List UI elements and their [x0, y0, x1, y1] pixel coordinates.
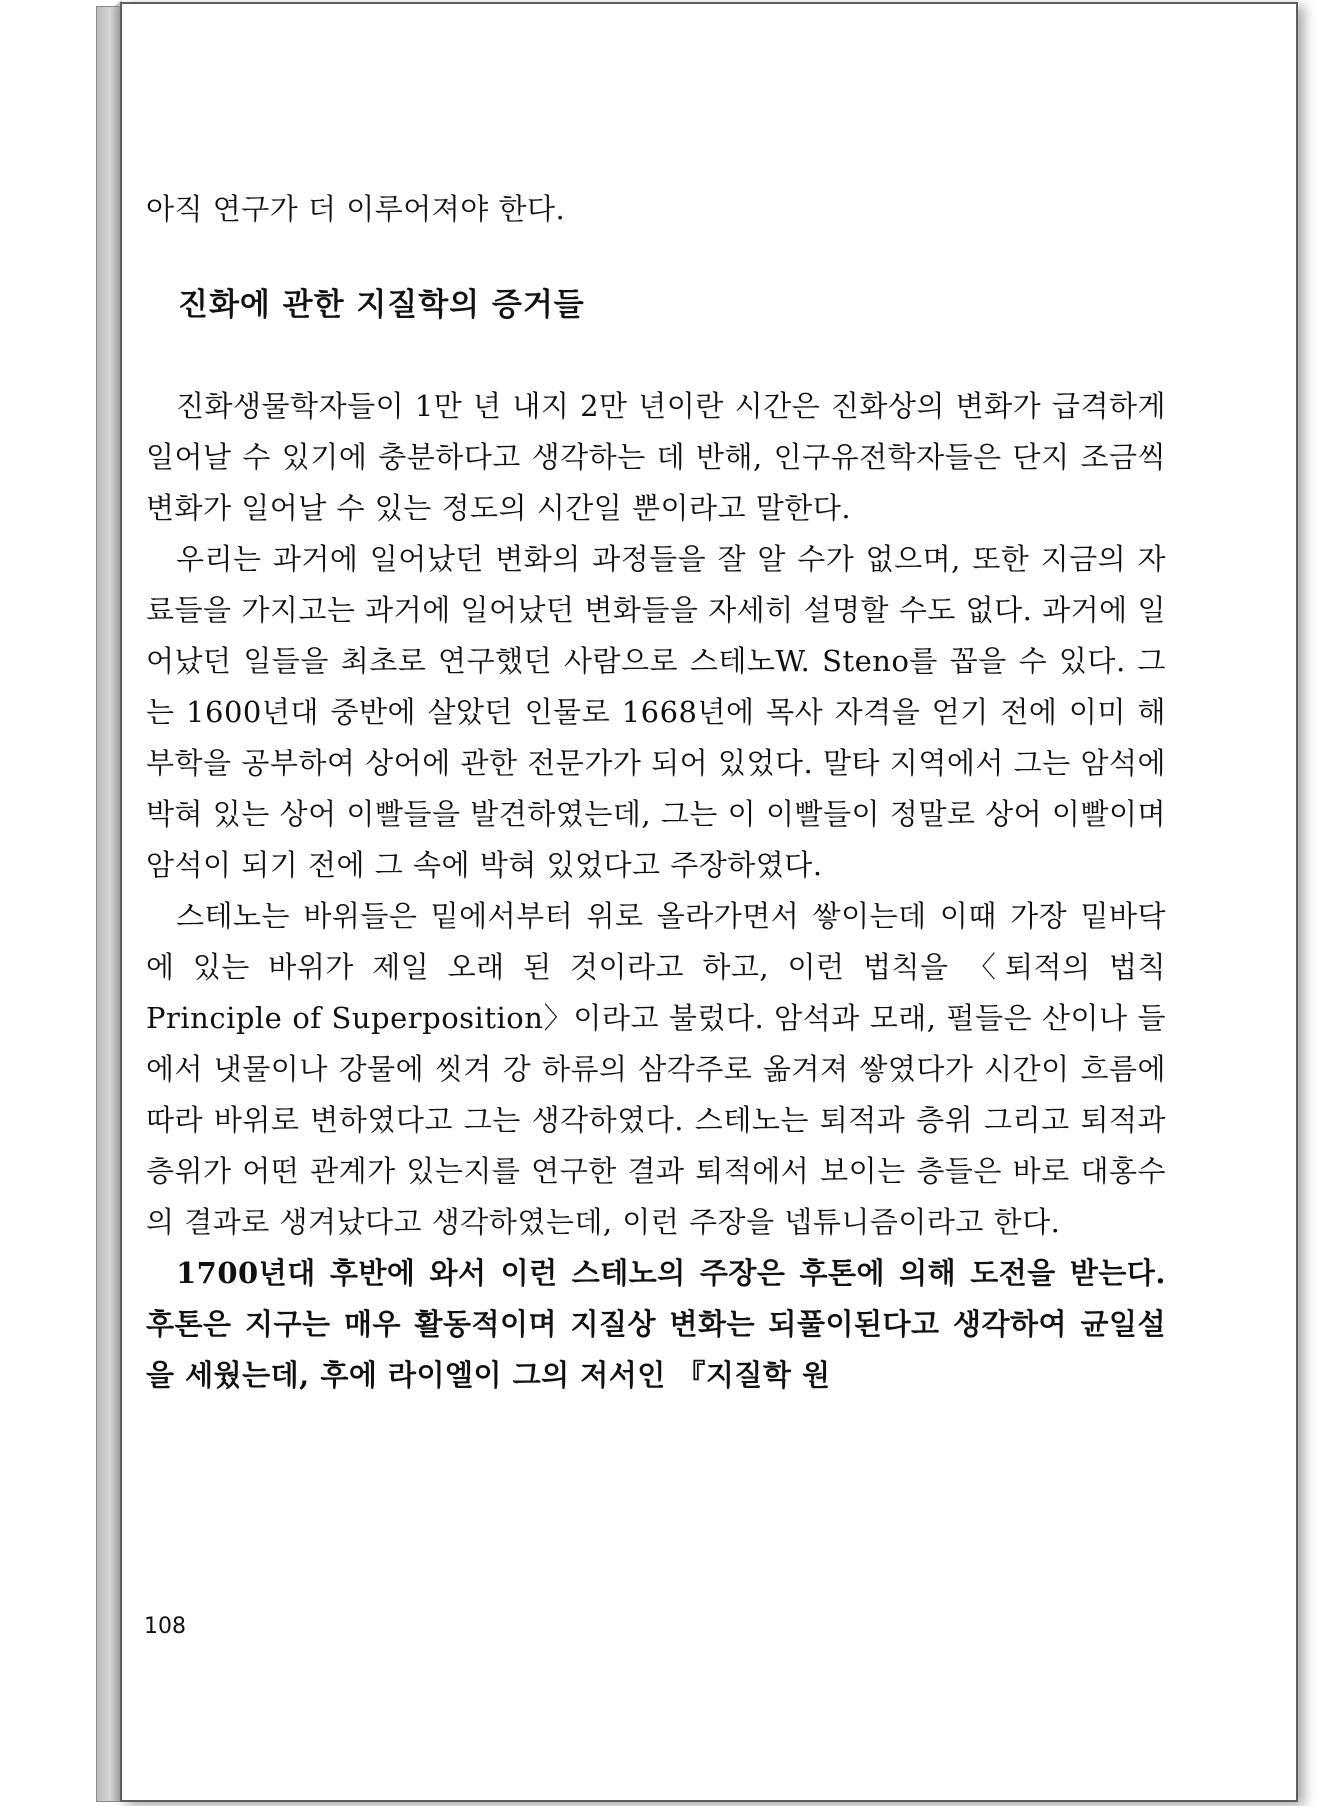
opening-line: 아직 연구가 더 이루어져야 한다.: [146, 192, 566, 226]
paragraph-4: 1700년대 후반에 와서 이런 스테노의 주장은 후톤에 의해 도전을 받는다. 후톤은 지구는 매우 활동적이며 지질상 변화는 되풀이된다고 생각하여 균일설을 세웠는데, 후에 라이엘이 그의 저서인 『지질학 원: [146, 1256, 1166, 1392]
book-spine: [96, 6, 122, 1802]
page-body: [146, 184, 1166, 1401]
paragraph-3: 스테노는 바위들은 밑에서부터 위로 올라가면서 쌓이는데 이때 가장 밑바닥에 있는 바위가 제일 오래 된 것이라고 하고, 이런 법칙을 〈퇴적의 법칙 Principle of Superposition〉이라고 불렀다. 암석과 모래, 펄들은 산이나 들에서 냇물이나 강물에 씻겨 강 하류의 삼각주로 옮겨져 쌓였다가 시간이 흐름에 따라 바위로 변하였다고 그는 생각하였다. 스테노는 퇴적과 층위 그리고 퇴적과 층위가 어떤 관계가 있는지를 연구한 결과 퇴적에서 보이는 층들은 바로 대홍수의 결과로 생겨났다고 생각하였는데, 이런 주장을 넵튜니즘이라고 한다.: [146, 899, 1166, 1239]
page-number: 108: [144, 1614, 186, 1639]
paragraph-1: 진화생물학자들이 1만 년 내지 2만 년이란 시간은 진화상의 변화가 급격하게 일어날 수 있기에 충분하다고 생각하는 데 반해, 인구유전학자들은 단지 조금씩 변화가 일어날 수 있는 정도의 시간일 뿐이라고 말한다.: [146, 389, 1166, 525]
paragraph-2: 우리는 과거에 일어났던 변화의 과정들을 잘 알 수가 없으며, 또한 지금의 자료들을 가지고는 과거에 일어났던 변화들을 자세히 설명할 수도 없다. 과거에 일어났던 일들을 최초로 연구했던 사람으로 스테노W. Steno를 꼽을 수 있다. 그는 1600년대 중반에 살았던 인물로 1668년에 목사 자격을 얻기 전에 이미 해부학을 공부하여 상어에 관한 전문가가 되어 있었다. 말타 지역에서 그는 암석에 박혀 있는 상어 이빨들을 발견하였는데, 그는 이 이빨들이 정말로 상어 이빨이며 암석이 되기 전에 그 속에 박혀 있었다고 주장하였다.: [146, 542, 1166, 882]
section-heading: 진화에 관한 지질학의 증거들: [178, 287, 585, 323]
